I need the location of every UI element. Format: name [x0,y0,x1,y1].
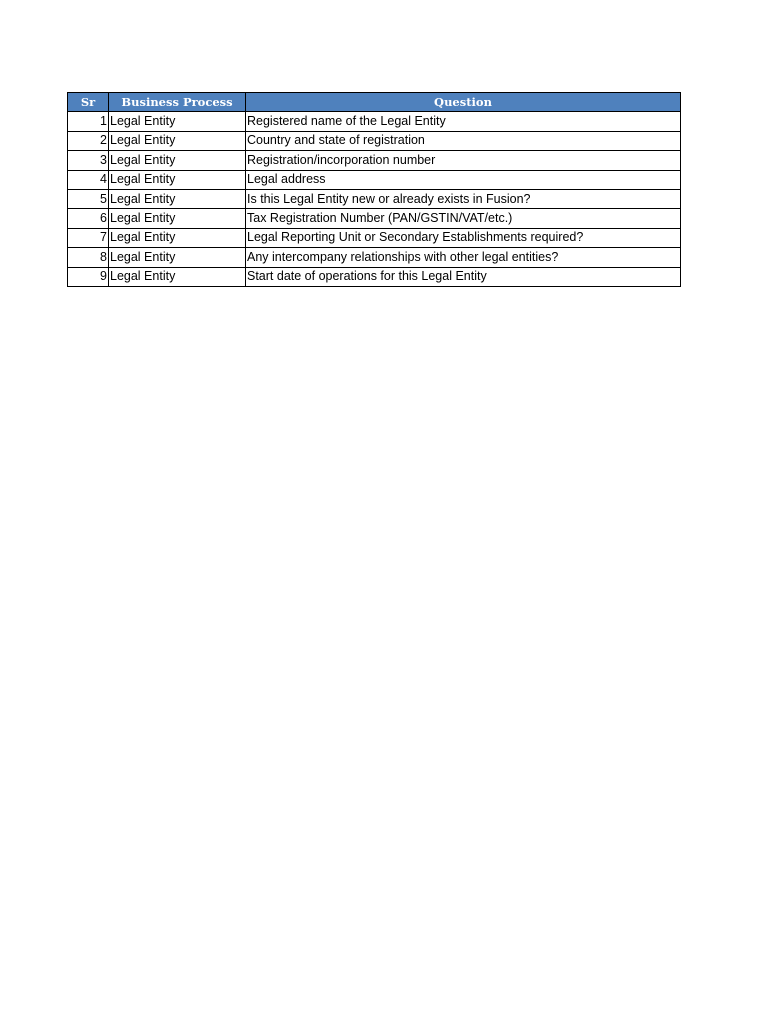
table-row [68,248,681,267]
question-cell[interactable]: Tax Registration Number (PAN/GSTIN/VAT/etc.) [246,209,681,228]
sr-cell[interactable]: 5 [68,189,109,208]
business-process-cell[interactable]: Legal Entity [109,209,246,228]
questionnaire-table [67,92,681,287]
question-cell[interactable]: Country and state of registration [246,131,681,150]
business-process-cell[interactable]: Legal Entity [109,151,246,170]
header-business-process[interactable]: Business Process [109,93,246,112]
table-row [68,170,681,189]
business-process-cell[interactable]: Legal Entity [109,228,246,247]
table-row [68,151,681,170]
question-cell[interactable]: Start date of operations for this Legal Entity [246,267,681,286]
sr-cell[interactable]: 7 [68,228,109,247]
sr-cell[interactable]: 3 [68,151,109,170]
sr-cell[interactable]: 4 [68,170,109,189]
business-process-cell[interactable]: Legal Entity [109,189,246,208]
table-row [68,131,681,150]
sr-cell[interactable]: 9 [68,267,109,286]
header-question[interactable]: Question [246,93,681,112]
header-row [68,93,681,112]
business-process-cell[interactable]: Legal Entity [109,267,246,286]
table-row [68,209,681,228]
sr-cell[interactable]: 6 [68,209,109,228]
question-cell[interactable]: Registered name of the Legal Entity [246,112,681,131]
question-cell[interactable]: Legal address [246,170,681,189]
question-cell[interactable]: Any intercompany relationships with other legal entities? [246,248,681,267]
question-cell[interactable]: Legal Reporting Unit or Secondary Establishments required? [246,228,681,247]
sr-cell[interactable]: 2 [68,131,109,150]
business-process-cell[interactable]: Legal Entity [109,248,246,267]
table-row [68,112,681,131]
question-cell[interactable]: Registration/incorporation number [246,151,681,170]
table-row [68,189,681,208]
header-sr[interactable]: Sr [68,93,109,112]
sr-cell[interactable]: 8 [68,248,109,267]
business-process-cell[interactable]: Legal Entity [109,112,246,131]
sr-cell[interactable]: 1 [68,112,109,131]
business-process-cell[interactable]: Legal Entity [109,131,246,150]
table-row [68,228,681,247]
question-cell[interactable]: Is this Legal Entity new or already exists in Fusion? [246,189,681,208]
table-row [68,267,681,286]
business-process-cell[interactable]: Legal Entity [109,170,246,189]
